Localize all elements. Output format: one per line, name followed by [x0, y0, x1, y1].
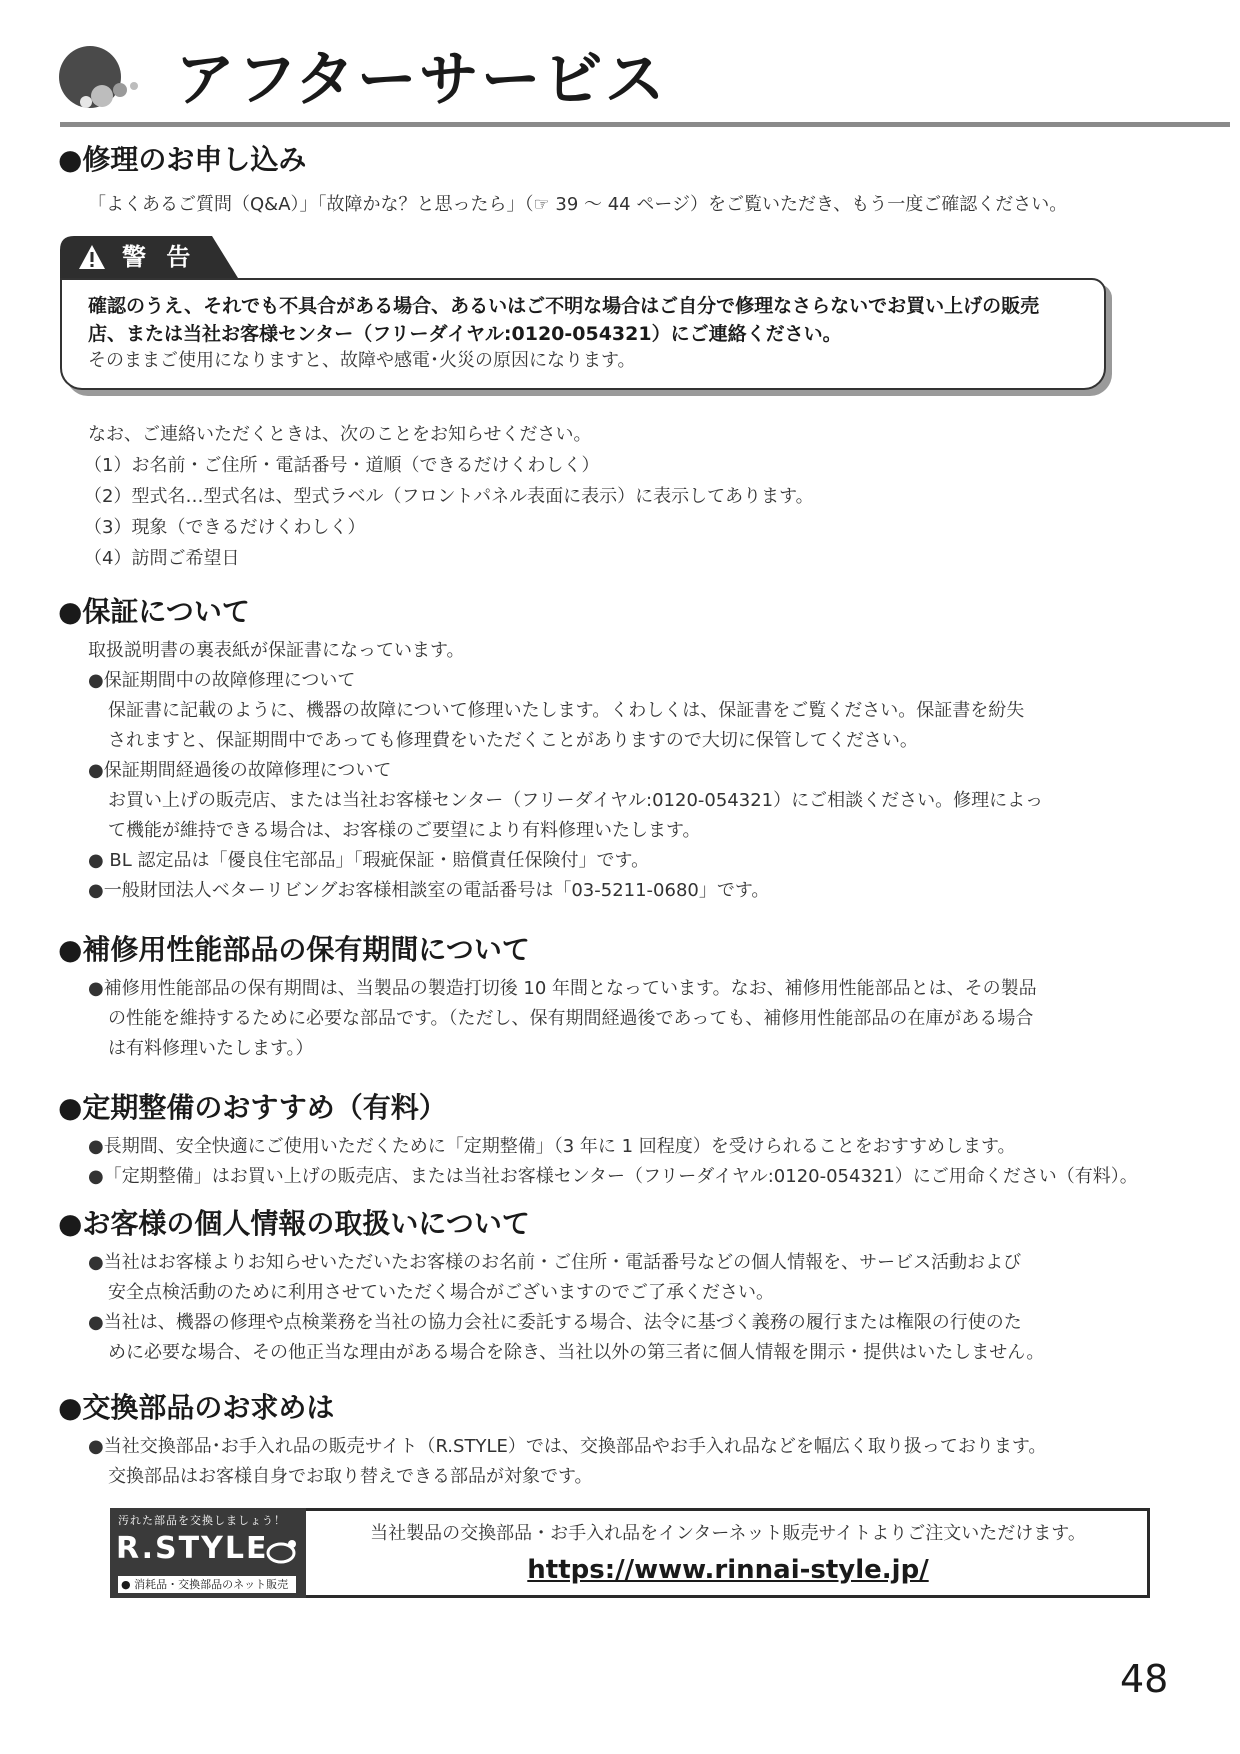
warranty-line: お買い上げの販売店、または当社お客様センター（フリーダイヤル:0120-054321）にご相談ください。修理によっ — [108, 790, 1044, 811]
title-decoration-icon — [58, 44, 158, 110]
warranty-line: 保証書に記載のように、機器の故障について修理いたします。くわしくは、保証書をご覧ください。保証書を紛失 — [108, 700, 1025, 721]
section-heading-warranty: ●保証について — [58, 595, 250, 628]
section-heading-maintenance: ●定期整備のおすすめ（有料） — [58, 1091, 447, 1124]
page-number: 48 — [1120, 1657, 1169, 1701]
warning-icon — [78, 244, 106, 270]
contact-item: （3）現象（できるだけくわしく） — [84, 517, 366, 538]
section-heading-privacy: ●お客様の個人情報の取扱いについて — [58, 1207, 530, 1240]
repair-intro: 「よくあるご質問（Q&A）」「故障かな？と思ったら」（☞ 39 ～ 44 ページ）をご覧いただき、もう一度ご確認ください。 — [88, 194, 1068, 215]
contact-item: （1）お名前・ご住所・電話番号・道順（できるだけくわしく） — [84, 455, 600, 476]
rstyle-logo-text: R.STYLE — [116, 1531, 269, 1566]
warranty-line: 取扱説明書の裏表紙が保証書になっています。 — [88, 640, 465, 661]
parts-period-line: ●補修用性能部品の保有期間は、当製品の製造打切後 10 年間となっています。なお、補修用性能部品とは、その製品 — [88, 978, 1037, 999]
privacy-line: ●当社はお客様よりお知らせいただいたお客様のお名前・ご住所・電話番号などの個人情報を、サービス活動および — [88, 1252, 1022, 1273]
replacement-line: 交換部品はお客様自身でお取り替えできる部品が対象です。 — [108, 1466, 593, 1487]
warning-text-normal: そのままご使用になりますと、故障や感電･火災の原因になります。 — [88, 350, 636, 371]
replacement-line: ●当社交換部品･お手入れ品の販売サイト（R.STYLE）では、交換部品やお手入れ品などを幅広く取り扱っております。 — [88, 1436, 1047, 1457]
maintenance-line: ●長期間、安全快適にご使用いただくために「定期整備」（3 年に 1 回程度）を受けられることをおすすめします。 — [88, 1136, 1016, 1157]
rstyle-logo-footer: ● 消耗品・交換部品のネット販売 — [121, 1578, 289, 1591]
warranty-line: ●保証期間中の故障修理について — [88, 670, 356, 691]
privacy-line: めに必要な場合、その他正当な理由がある場合を除き、当社以外の第三者に個人情報を開示・提供はいたしません。 — [108, 1342, 1045, 1363]
warranty-line: て機能が維持できる場合は、お客様のご要望により有料修理いたします。 — [108, 820, 701, 841]
warning-text-bold-1: 確認のうえ、それでも不具合がある場合、あるいはご不明な場合はご自分で修理なさらないでお買い上げの販売 — [88, 295, 1040, 317]
contact-item: （4）訪問ご希望日 — [84, 548, 240, 569]
privacy-line: 安全点検活動のために利用させていただく場合がございますのでご了承ください。 — [108, 1282, 774, 1303]
rstyle-mark-icon — [266, 1538, 298, 1564]
warranty-line: ●一般財団法人ベターリビングお客様相談室の電話番号は「03-5211-0680」です。 — [88, 880, 770, 901]
warranty-line: されますと、保証期間中であっても修理費をいただくことがありますので大切に保管してください。 — [108, 730, 918, 751]
section-heading-repair: ●修理のお申し込み — [58, 143, 307, 176]
maintenance-line: ●「定期整備」はお買い上げの販売店、または当社お客様センター（フリーダイヤル:0120-054321）にご用命ください（有料）。 — [88, 1166, 1138, 1187]
section-heading-parts-period: ●補修用性能部品の保有期間について — [58, 933, 530, 966]
warranty-line: ●保証期間経過後の故障修理について — [88, 760, 392, 781]
parts-period-line: は有料修理いたします。） — [108, 1038, 314, 1059]
title-divider — [60, 122, 1230, 127]
drop-icon: ● — [121, 1578, 135, 1591]
warranty-line: ● BL 認定品は「優良住宅部品」「瑕疵保証・賠償責任保険付」です。 — [88, 850, 650, 871]
warning-text-bold-2: 店、または当社お客様センター（フリーダイヤル:0120-054321）にご連絡ください。 — [88, 323, 842, 345]
warning-label: 警 告 — [122, 243, 197, 271]
parts-period-line: の性能を維持するために必要な部品です。（ただし、保有期間経過後であっても、補修用性能部品の在庫がある場合 — [108, 1008, 1034, 1029]
banner-description: 当社製品の交換部品・お手入れ品をインターネット販売サイトよりご注文いただけます。 — [370, 1523, 1086, 1544]
contact-item: （2）型式名…型式名は、型式ラベル（フロントパネル表面に表示）に表示してあります。 — [84, 486, 814, 507]
section-heading-replacement: ●交換部品のお求めは — [58, 1391, 335, 1424]
rstyle-url-link[interactable]: https://www.rinnai-style.jp/ — [527, 1555, 929, 1585]
contact-intro: なお、ご連絡いただくときは、次のことをお知らせください。 — [88, 424, 592, 445]
rstyle-logo-tagline: 汚れた部品を交換しましょう！ — [118, 1514, 286, 1527]
privacy-line: ●当社は、機器の修理や点検業務を当社の協力会社に委託する場合、法令に基づく義務の履行または権限の行使のた — [88, 1312, 1022, 1333]
page-title: アフターサービス — [175, 45, 667, 115]
